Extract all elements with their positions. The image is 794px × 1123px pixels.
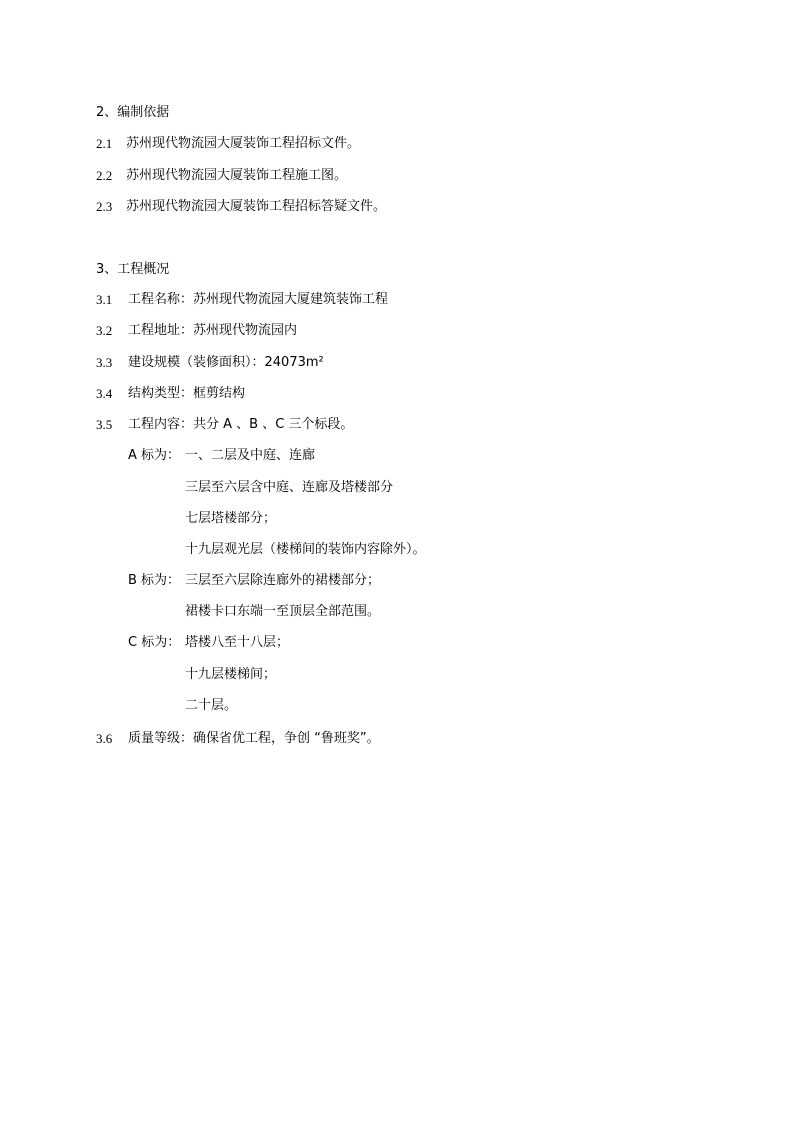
item-number: 3.3 bbox=[96, 355, 113, 370]
item-text: 苏州现代物流园大厦装饰工程招标文件。 bbox=[126, 136, 361, 151]
lot-a-line: 一、二层及中庭、连廊 bbox=[185, 448, 316, 463]
lot-c-line: 十九层楼梯间； bbox=[185, 667, 277, 682]
lot-a-line: 三层至六层含中庭、连廊及塔楼部分 bbox=[185, 480, 394, 495]
item-text: 质量等级：确保省优工程，争创 “鲁班奖”。 bbox=[128, 731, 380, 746]
lot-c-line: 二十层。 bbox=[185, 698, 238, 713]
item-number: 3.5 bbox=[96, 417, 113, 432]
item-text: 苏州现代物流园大厦装饰工程施工图。 bbox=[126, 168, 348, 183]
lot-c-line: 塔楼八至十八层； bbox=[185, 635, 290, 650]
item-number: 2.2 bbox=[96, 168, 113, 183]
item-number: 3.4 bbox=[96, 386, 113, 401]
lot-a-line: 十九层观光层（楼梯间的装饰内容除外）。 bbox=[185, 542, 426, 557]
item-number: 3.1 bbox=[96, 292, 113, 307]
item-number: 2.3 bbox=[96, 199, 113, 214]
section-3-heading: 3、工程概况 bbox=[96, 262, 170, 277]
lot-b-line: 三层至六层除连廊外的裙楼部分； bbox=[185, 573, 381, 588]
item-text: 工程地址：苏州现代物流园内 bbox=[128, 323, 298, 338]
item-text: 工程名称：苏州现代物流园大厦建筑装饰工程 bbox=[128, 292, 389, 307]
section-2-heading: 2、编制依据 bbox=[96, 105, 170, 120]
lot-a-line: 七层塔楼部分； bbox=[185, 511, 277, 526]
item-text: 工程内容：共分 A 、B 、C 三个标段。 bbox=[128, 417, 354, 432]
lot-c-label: C 标为： bbox=[128, 635, 181, 650]
lot-a-label: A 标为： bbox=[128, 448, 181, 463]
item-text: 苏州现代物流园大厦装饰工程招标答疑文件。 bbox=[126, 199, 387, 214]
item-text: 建设规模（装修面积）：24073m² bbox=[128, 355, 324, 370]
item-text: 结构类型：框剪结构 bbox=[128, 386, 246, 401]
item-number: 2.1 bbox=[96, 136, 113, 151]
item-number: 3.6 bbox=[96, 731, 113, 746]
lot-b-label: B 标为： bbox=[128, 573, 181, 588]
lot-b-line: 裙楼卡口东端一至顶层全部范围。 bbox=[185, 604, 381, 619]
item-number: 3.2 bbox=[96, 323, 113, 338]
